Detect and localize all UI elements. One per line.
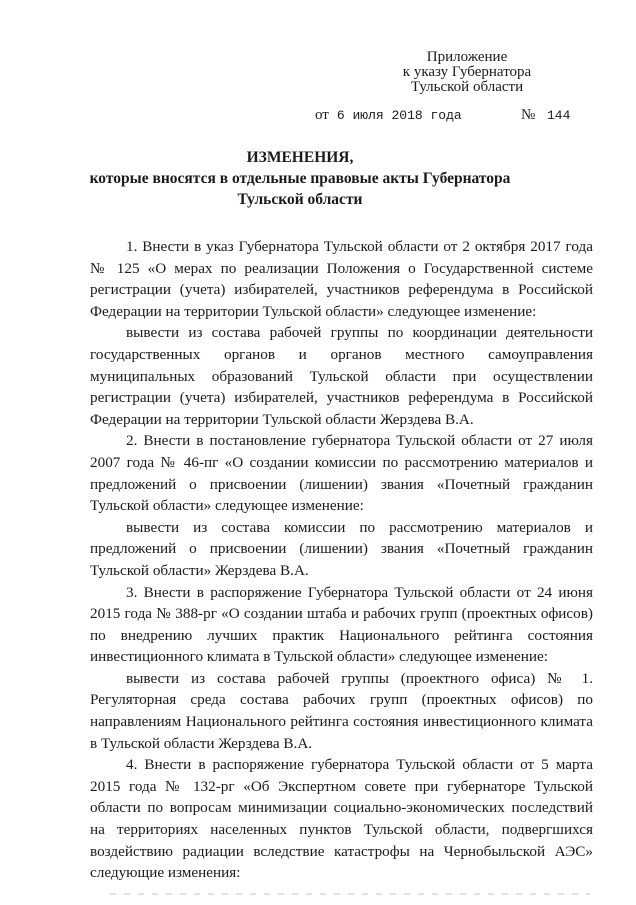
document-number: 144 [547,108,571,123]
appendix-line-1: Приложение [426,49,508,65]
paragraph-3: 3. Внести в распоряжение Губернатора Тульской области от 24 июня 2015 года № 388-рг «О создании штаба и рабочих групп (проектных офисов) по внедрению лучших практик Национального рейтинга состояния инвестиционного климата в Тульской области» следующее изменение: [90,583,593,666]
paragraph-2-change: вывести из состава комиссии по рассмотрению материалов и предложений о присвоении (лишении) звания «Почетный гражданин Тульской области» Жерздева В.А. [90,518,593,579]
document-dateline [315,107,571,124]
title-line-3: Тульской области [237,191,363,208]
paragraph-3-change: вывести из состава рабочей группы (проектного офиса) № 1. Регуляторная среда состава рабочих групп (проектных офисов) по направлениям Национального рейтинга состояния инвестиционного климата в Тульской области Жерздева В.А. [90,669,593,752]
title-line-1: ИЗМЕНЕНИЯ, [246,149,354,166]
document-title [80,147,520,210]
appendix-header [382,50,552,95]
paragraph-1-change: вывести из состава рабочей группы по координации деятельности государственных органов и органов местного самоуправления муниципальных образований Тульской области при осуществлении регистрации (учета) избирателей, участников референдума в Российской Федерации на территории Тульской области Жерздева В.А. [90,324,593,428]
date-from-label: от [315,107,329,123]
document-body [90,236,593,884]
document-date: 6 июля 2018 года [336,108,462,123]
paragraph-1: 1. Внести в указ Губернатора Тульской области от 2 октября 2017 года № 125 «О мерах по реализации Положения о Государственной системе регистрации (учета) избирателей, участников референдума в Российской Федерации на территории Тульской области» следующее изменение: [90,238,593,320]
paragraph-2: 2. Внести в постановление губернатора Тульской области от 27 июля 2007 года № 46-пг «О создании комиссии по рассмотрению материалов и предложений о присвоении (лишении) звания «Почетный гражданин Тульской области» следующее изменение: [90,432,593,515]
appendix-line-3: Тульской области [410,79,524,95]
appendix-line-2: к указу Губернатора [402,64,532,80]
paragraph-4: 4. Внести в распоряжение губернатора Тульской области от 5 марта 2015 года № 132-рг «Об Экспертном совете при губернаторе Тульской области по вопросам минимизации социально-экономических последствий на территориях населенных пунктов Тульской области, подвергшихся воздействию радиации вследствие катастрофы на Чернобыльской АЭС» следующие изменения: [90,756,593,882]
scan-artifact-line [110,893,590,895]
title-line-2: которые вносятся в отдельные правовые акты Губернатора [89,170,511,187]
number-label: № [521,107,536,123]
